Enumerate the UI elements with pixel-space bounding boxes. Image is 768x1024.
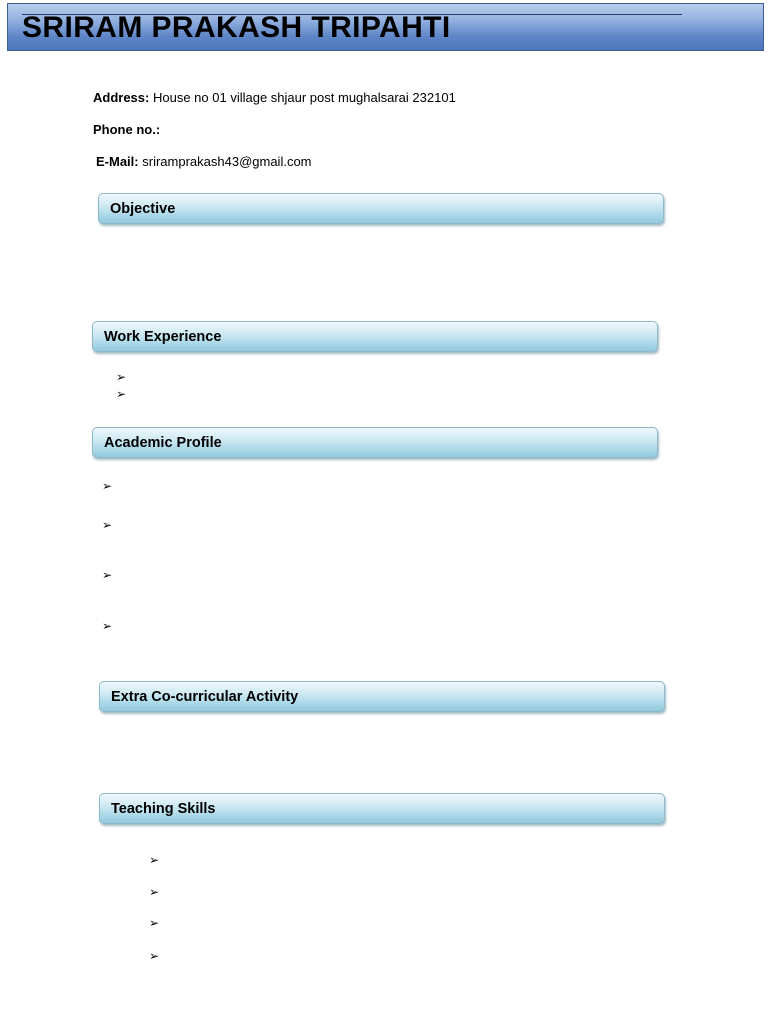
phone-line [93,122,160,137]
section-teaching-skills [99,793,665,824]
teaching-bullet: ➢ [149,916,160,930]
section-academic-profile [92,427,658,458]
section-teaching-skills-title: Teaching Skills [111,801,216,817]
section-extra-activity-title: Extra Co-curricular Activity [111,689,299,705]
work-bullet: ➢ [116,387,127,401]
teaching-bullet: ➢ [149,885,160,899]
address-value: House no 01 village shjaur post mughalsarai 232101 [152,90,456,105]
teaching-bullet: ➢ [149,949,160,963]
phone-label: Phone no.: [93,122,161,137]
section-objective-title: Objective [110,201,176,217]
email-value: sriramprakash43@gmail.com [142,154,312,169]
section-academic-profile-title: Academic Profile [104,435,222,451]
address-label: Address: [93,90,150,105]
section-objective [98,193,664,224]
section-extra-activity [99,681,665,712]
section-work-experience [92,321,658,352]
academic-bullet: ➢ [102,518,113,532]
section-work-experience-title: Work Experience [104,329,222,345]
resume-name: SRIRAM PRAKASH TRIPAHTI [22,11,451,44]
work-bullet: ➢ [116,370,127,384]
email-line [96,154,312,169]
academic-bullet: ➢ [102,619,113,633]
address-line [93,90,456,105]
email-label: E-Mail: [96,154,139,169]
academic-bullet: ➢ [102,479,113,493]
academic-bullet: ➢ [102,568,113,582]
teaching-bullet: ➢ [149,853,160,867]
